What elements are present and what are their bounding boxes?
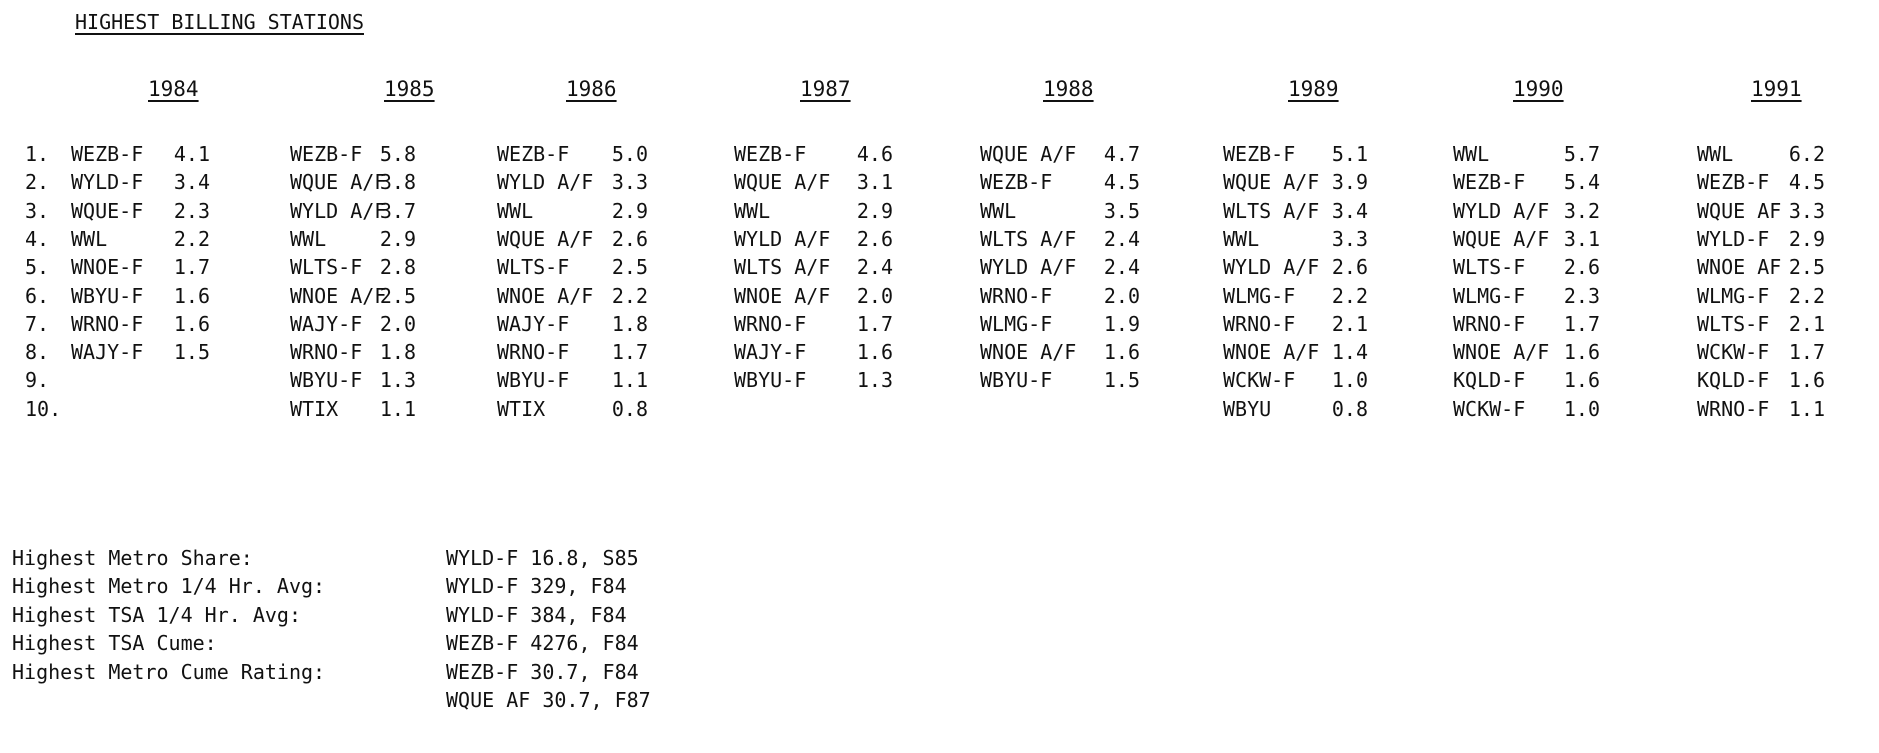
billing-value: 4.1 — [173, 142, 210, 166]
summary-value: WEZB-F 4276, F84 — [446, 631, 639, 656]
summary-value: WQUE AF 30.7, F87 — [446, 688, 651, 712]
station-name: WCKW-F — [1223, 368, 1296, 393]
station-name: WQUE A/F — [734, 170, 831, 195]
station-name: WEZB-F — [980, 170, 1053, 195]
billing-value: 2.0 — [856, 283, 893, 308]
billing-value: 2.6 — [1563, 255, 1600, 280]
billing-value: 2.2 — [1331, 283, 1368, 308]
station-name: WRNO-F — [71, 311, 144, 336]
station-name: WTIX — [497, 396, 546, 421]
station-name: WCKW-F — [1453, 396, 1526, 421]
billing-value: 1.6 — [856, 340, 893, 365]
station-name: KQLD-F — [1697, 368, 1770, 393]
summary-value: WEZB-F 30.7, F84 — [446, 659, 639, 684]
station-name: WYLD A/F — [734, 226, 831, 251]
billing-value: 1.0 — [1563, 396, 1600, 421]
row-number: 10. — [25, 396, 62, 421]
billing-value: 2.0 — [1103, 283, 1140, 308]
station-name: WEZB-F — [1223, 142, 1296, 166]
billing-value: 1.7 — [611, 340, 648, 365]
year-header: 1988 — [1043, 77, 1094, 101]
billing-value: 2.5 — [1788, 255, 1825, 280]
billing-value: 1.5 — [1103, 368, 1140, 393]
billing-value: 0.8 — [611, 396, 648, 421]
billing-value: 2.2 — [173, 226, 210, 251]
station-name: WTIX — [290, 396, 339, 421]
billing-value: 3.3 — [611, 170, 648, 195]
station-name: WAJY-F — [497, 311, 570, 336]
station-name: WBYU-F — [71, 283, 144, 308]
station-name: WRNO-F — [290, 340, 363, 365]
station-name: WQUE A/F — [497, 226, 594, 251]
billing-value: 2.4 — [1103, 255, 1140, 280]
billing-value: 1.6 — [1788, 368, 1825, 393]
station-name: WLTS A/F — [1223, 198, 1320, 223]
row-number: 1. — [25, 142, 50, 166]
summary-value: WYLD-F 384, F84 — [446, 602, 627, 627]
billing-value: 1.8 — [379, 340, 416, 365]
billing-value: 1.0 — [1331, 368, 1368, 393]
billing-value: 2.6 — [611, 226, 648, 251]
station-name: WLMG-F — [980, 311, 1053, 336]
station-name: WLMG-F — [1223, 283, 1296, 308]
year-header: 1989 — [1288, 77, 1339, 101]
billing-value: 3.8 — [379, 170, 416, 195]
station-name: WLMG-F — [1697, 283, 1770, 308]
station-name: WWL — [290, 226, 327, 251]
billing-value: 2.4 — [1103, 226, 1140, 251]
station-name: WRNO-F — [1697, 396, 1770, 421]
station-name: WAJY-F — [290, 311, 363, 336]
billing-value: 5.8 — [379, 142, 416, 166]
billing-value: 3.3 — [1331, 226, 1368, 251]
billing-value: 2.9 — [856, 198, 893, 223]
station-name: WBYU-F — [497, 368, 570, 393]
station-name: WNOE AF — [1697, 255, 1782, 280]
billing-value: 3.7 — [379, 198, 416, 223]
billing-value: 2.9 — [1788, 226, 1825, 251]
row-number: 6. — [25, 283, 50, 308]
station-name: WQUE AF — [1697, 198, 1782, 223]
station-name: WEZB-F — [734, 142, 807, 166]
billing-value: 2.5 — [611, 255, 648, 280]
billing-value: 3.3 — [1788, 198, 1825, 223]
billing-value: 1.7 — [856, 311, 893, 336]
year-header: 1985 — [384, 77, 435, 101]
station-name: WCKW-F — [1697, 340, 1770, 365]
station-name: WAJY-F — [734, 340, 807, 365]
summary-value: WYLD-F 16.8, S85 — [446, 546, 639, 570]
billing-value: 5.1 — [1331, 142, 1368, 166]
station-name: WWL — [1223, 226, 1260, 251]
station-name: WNOE A/F — [1453, 340, 1550, 365]
station-name: WQUE A/F — [1453, 226, 1550, 251]
billing-value: 4.5 — [1788, 170, 1825, 195]
row-number: 7. — [25, 311, 50, 336]
station-name: WWL — [980, 198, 1017, 223]
billing-value: 5.7 — [1563, 142, 1600, 166]
billing-value: 4.7 — [1103, 142, 1140, 166]
billing-value: 1.9 — [1103, 311, 1140, 336]
billing-value: 2.5 — [379, 283, 416, 308]
billing-value: 5.0 — [611, 142, 648, 166]
billing-value: 1.7 — [1788, 340, 1825, 365]
station-name: WYLD-F — [1697, 226, 1770, 251]
billing-value: 2.9 — [611, 198, 648, 223]
station-name: WBYU-F — [980, 368, 1053, 393]
billing-value: 3.4 — [1331, 198, 1368, 223]
station-name: WRNO-F — [1453, 311, 1526, 336]
station-name: WYLD-F — [71, 170, 144, 195]
station-name: WBYU-F — [734, 368, 807, 393]
billing-value: 2.3 — [173, 198, 210, 223]
year-header: 1991 — [1751, 77, 1802, 101]
station-name: WNOE A/F — [290, 283, 387, 308]
station-name: WLMG-F — [1453, 283, 1526, 308]
billing-value: 1.6 — [173, 311, 210, 336]
station-name: WNOE A/F — [980, 340, 1077, 365]
billing-value: 6.2 — [1788, 142, 1825, 166]
summary-label: Highest Metro Cume Rating: — [12, 659, 326, 684]
billing-value: 2.3 — [1563, 283, 1600, 308]
station-name: WBYU-F — [290, 368, 363, 393]
billing-value: 1.4 — [1331, 340, 1368, 365]
station-name: WEZB-F — [1697, 170, 1770, 195]
station-name: KQLD-F — [1453, 368, 1526, 393]
billing-value: 3.2 — [1563, 198, 1600, 223]
row-number: 3. — [25, 198, 50, 223]
station-name: WLTS-F — [1453, 255, 1526, 280]
billing-value: 2.0 — [379, 311, 416, 336]
billing-value: 2.2 — [611, 283, 648, 308]
station-name: WQUE A/F — [290, 170, 387, 195]
station-name: WEZB-F — [71, 142, 144, 166]
document-title: HIGHEST BILLING STATIONS — [75, 10, 364, 34]
station-name: WYLD A/F — [290, 198, 387, 223]
station-name: WWL — [1453, 142, 1490, 166]
station-name: WRNO-F — [497, 340, 570, 365]
station-name: WYLD A/F — [497, 170, 594, 195]
billing-value: 1.6 — [1103, 340, 1140, 365]
station-name: WLTS A/F — [734, 255, 831, 280]
row-number: 5. — [25, 255, 50, 280]
station-name: WWL — [71, 226, 108, 251]
row-number: 8. — [25, 340, 50, 365]
billing-value: 1.1 — [379, 396, 416, 421]
billing-value: 1.7 — [1563, 311, 1600, 336]
billing-value: 1.7 — [173, 255, 210, 280]
billing-value: 1.6 — [1563, 368, 1600, 393]
billing-value: 2.8 — [379, 255, 416, 280]
station-name: WWL — [1697, 142, 1734, 166]
billing-value: 1.8 — [611, 311, 648, 336]
station-name: WRNO-F — [1223, 311, 1296, 336]
billing-value: 2.9 — [379, 226, 416, 251]
row-number: 2. — [25, 170, 50, 195]
station-name: WEZB-F — [1453, 170, 1526, 195]
station-name: WNOE A/F — [1223, 340, 1320, 365]
billing-value: 5.4 — [1563, 170, 1600, 195]
station-name: WLTS-F — [1697, 311, 1770, 336]
row-number: 4. — [25, 226, 50, 251]
billing-value: 1.1 — [611, 368, 648, 393]
billing-value: 1.1 — [1788, 396, 1825, 421]
billing-value: 1.6 — [173, 283, 210, 308]
station-name: WYLD A/F — [980, 255, 1077, 280]
station-name: WYLD A/F — [1223, 255, 1320, 280]
summary-label: Highest Metro Share: — [12, 546, 253, 570]
station-name: WYLD A/F — [1453, 198, 1550, 223]
billing-value: 3.9 — [1331, 170, 1368, 195]
billing-value: 2.1 — [1788, 311, 1825, 336]
year-header: 1990 — [1513, 77, 1564, 101]
billing-value: 1.5 — [173, 340, 210, 365]
billing-value: 3.4 — [173, 170, 210, 195]
summary-label: Highest Metro 1/4 Hr. Avg: — [12, 574, 326, 599]
year-header: 1987 — [800, 77, 851, 101]
billing-value: 2.4 — [856, 255, 893, 280]
station-name: WRNO-F — [980, 283, 1053, 308]
billing-value: 4.5 — [1103, 170, 1140, 195]
year-header: 1984 — [148, 77, 199, 101]
station-name: WEZB-F — [497, 142, 570, 166]
station-name: WNOE-F — [71, 255, 144, 280]
billing-value: 1.3 — [856, 368, 893, 393]
station-name: WLTS A/F — [980, 226, 1077, 251]
billing-value: 0.8 — [1331, 396, 1368, 421]
summary-value: WYLD-F 329, F84 — [446, 574, 627, 599]
billing-value: 4.6 — [856, 142, 893, 166]
billing-value: 3.1 — [1563, 226, 1600, 251]
billing-value: 3.5 — [1103, 198, 1140, 223]
station-name: WWL — [497, 198, 534, 223]
station-name: WEZB-F — [290, 142, 363, 166]
billing-value: 3.1 — [856, 170, 893, 195]
billing-value: 2.2 — [1788, 283, 1825, 308]
station-name: WNOE A/F — [734, 283, 831, 308]
station-name: WQUE A/F — [980, 142, 1077, 166]
station-name: WLTS-F — [497, 255, 570, 280]
station-name: WAJY-F — [71, 340, 144, 365]
billing-value: 2.1 — [1331, 311, 1368, 336]
billing-value: 1.6 — [1563, 340, 1600, 365]
station-name: WNOE A/F — [497, 283, 594, 308]
station-name: WBYU — [1223, 396, 1272, 421]
station-name: WLTS-F — [290, 255, 363, 280]
year-header: 1986 — [566, 77, 617, 101]
station-name: WWL — [734, 198, 771, 223]
summary-label: Highest TSA Cume: — [12, 631, 217, 656]
billing-value: 2.6 — [1331, 255, 1368, 280]
billing-value: 1.3 — [379, 368, 416, 393]
station-name: WQUE-F — [71, 198, 144, 223]
row-number: 9. — [25, 368, 50, 393]
station-name: WRNO-F — [734, 311, 807, 336]
summary-label: Highest TSA 1/4 Hr. Avg: — [12, 602, 301, 627]
station-name: WQUE A/F — [1223, 170, 1320, 195]
billing-value: 2.6 — [856, 226, 893, 251]
